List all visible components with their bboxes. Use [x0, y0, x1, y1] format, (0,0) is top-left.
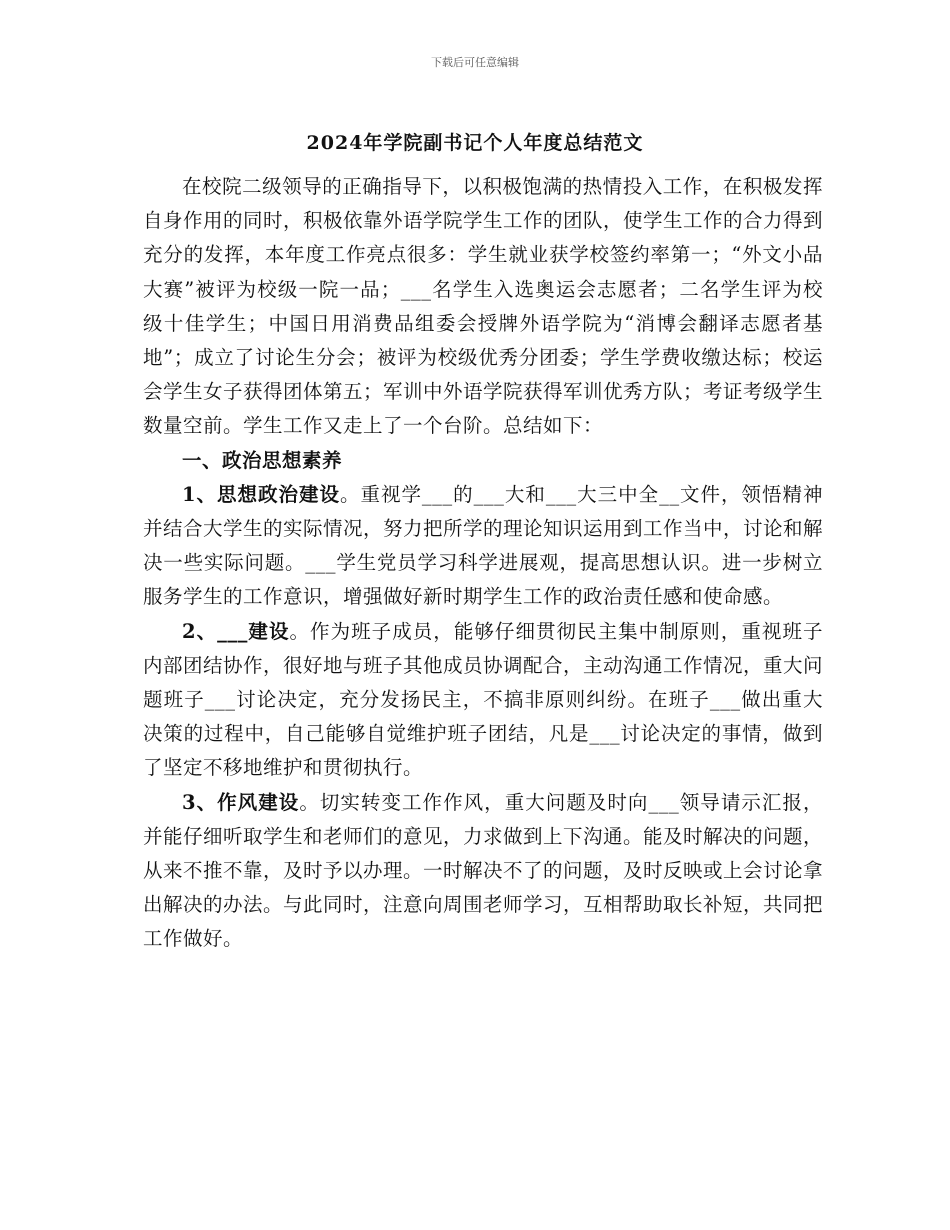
item-label: 3、作风建设 [182, 790, 300, 814]
intro-paragraph: 在校院二级领导的正确指导下，以积极饱满的热情投入工作，在积极发挥自身作用的同时，积极依靠外语学院学生工作的团队，使学生工作的合力得到充分的发挥，本年度工作亮点很多：学生就业获学校签约率第一；“外文小品大赛”被评为校级一院一品；___名学生入选奥运会志愿者；二名学生评为校级十佳学生；中国日用消费品组委会授牌外语学院为“消博会翻译志愿者基地”；成立了讨论生分会；被评为校级优秀分团委；学生学费收缴达标；校运会学生女子获得团体第五；军训中外语学院获得军训优秀方队；考证考级学生数量空前。学生工作又走上了一个台阶。总结如下： [143, 175, 824, 438]
item-paragraph-1 [143, 478, 823, 615]
document-title: 2024年学院副书记个人年度总结范文 [306, 132, 644, 154]
item-text: 。重视学___的___大和___大三中全__文件，领悟精神并结合大学生的实际情况，努力把所学的理论知识运用到工作当中，讨论和解决一些实际问题。___学生党员学习科学进展观，提高思想认识。进一步树立服务学生的工作意识，增强做好新时期学生工作的政治责任感和使命感。 [143, 482, 824, 609]
item-text: 。切实转变工作作风，重大问题及时向___领导请示汇报，并能仔细听取学生和老师们的意见，力求做到上下沟通。能及时解决的问题，从来不推不靠，及时予以办理。一时解决不了的问题，及时反映或上会讨论拿出解决的办法。与此同时，注意向周围老师学习，互相帮助取长补短，共同把工作做好。 [143, 790, 824, 951]
item-label: 1、思想政治建设 [182, 482, 340, 506]
item-paragraph-2 [143, 615, 823, 786]
document-body [143, 170, 823, 957]
item-paragraph-3 [143, 786, 823, 957]
section-heading-politics: 一、政治思想素养 [182, 448, 343, 472]
item-text: 。作为班子成员，能够仔细贯彻民主集中制原则，重视班子内部团结协作，很好地与班子其他成员协调配合，主动沟通工作情况，重大问题班子___讨论决定，充分发扬民主，不搞非原则纠纷。在班子___做出重大决策的过程中，自己能够自觉维护班子团结，凡是___讨论决定的事情，做到了坚定不移地维护和贯彻执行。 [143, 619, 824, 780]
item-label: 2、___建设 [182, 619, 290, 643]
header-note: 下载后可任意编辑 [431, 56, 519, 69]
